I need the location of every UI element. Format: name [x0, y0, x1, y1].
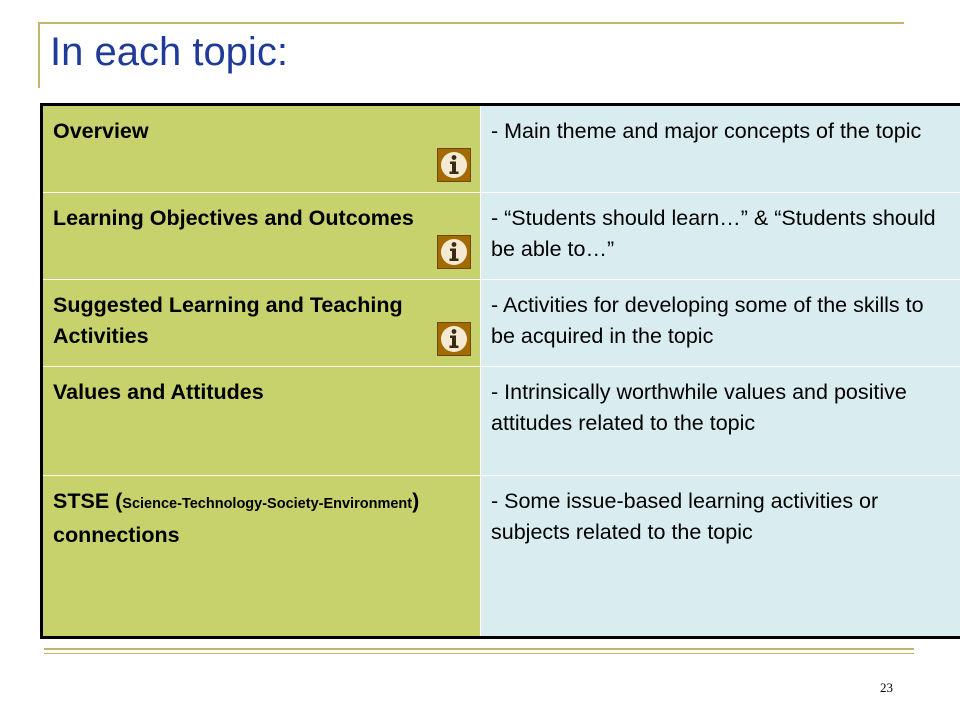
row-label-cell [42, 476, 481, 638]
page-number: 23 [880, 680, 893, 695]
slide-title: In each topic: [50, 30, 288, 74]
row-label-cell [42, 280, 481, 367]
top-accent-line [38, 22, 904, 24]
table-row [42, 367, 960, 476]
row-description-cell [481, 280, 960, 367]
row-label-cell [42, 193, 481, 280]
row-label: Overview [53, 119, 149, 143]
bottom-accent-line [44, 648, 914, 650]
table-row [42, 193, 960, 280]
row-label-suffix: ) connections [53, 489, 420, 547]
table-row [42, 105, 960, 193]
info-icon[interactable] [437, 148, 471, 182]
row-description: - Main theme and major concepts of the topic [491, 119, 922, 143]
row-description-cell [481, 105, 960, 193]
info-icon[interactable] [437, 235, 471, 269]
table-row [42, 476, 960, 638]
row-description: - Activities for developing some of the skills to be acquired in the topic [491, 293, 924, 348]
info-icon[interactable] [437, 322, 471, 356]
table-row [42, 280, 960, 367]
row-description: - “Students should learn…” & “Students should be able to…” [491, 206, 936, 261]
row-label-cell [42, 105, 481, 193]
bottom-accent-line-thin [44, 653, 914, 654]
row-description-cell [481, 193, 960, 280]
row-description: - Some issue-based learning activities or subjects related to the topic [491, 489, 879, 544]
row-description-cell [481, 367, 960, 476]
row-label: Suggested Learning and Teaching Activities [53, 293, 403, 348]
row-description: - Intrinsically worthwhile values and positive attitudes related to the topic [491, 380, 907, 435]
topic-structure-table [40, 103, 960, 639]
row-label-prefix: STSE ( [53, 489, 123, 513]
row-label-expansion: Science-Technology-Society-Environment [122, 496, 413, 512]
row-label: Values and Attitudes [53, 380, 264, 404]
left-accent-line [38, 22, 40, 88]
row-description-cell [481, 476, 960, 638]
row-label: Learning Objectives and Outcomes [53, 206, 414, 230]
row-label-cell [42, 367, 481, 476]
